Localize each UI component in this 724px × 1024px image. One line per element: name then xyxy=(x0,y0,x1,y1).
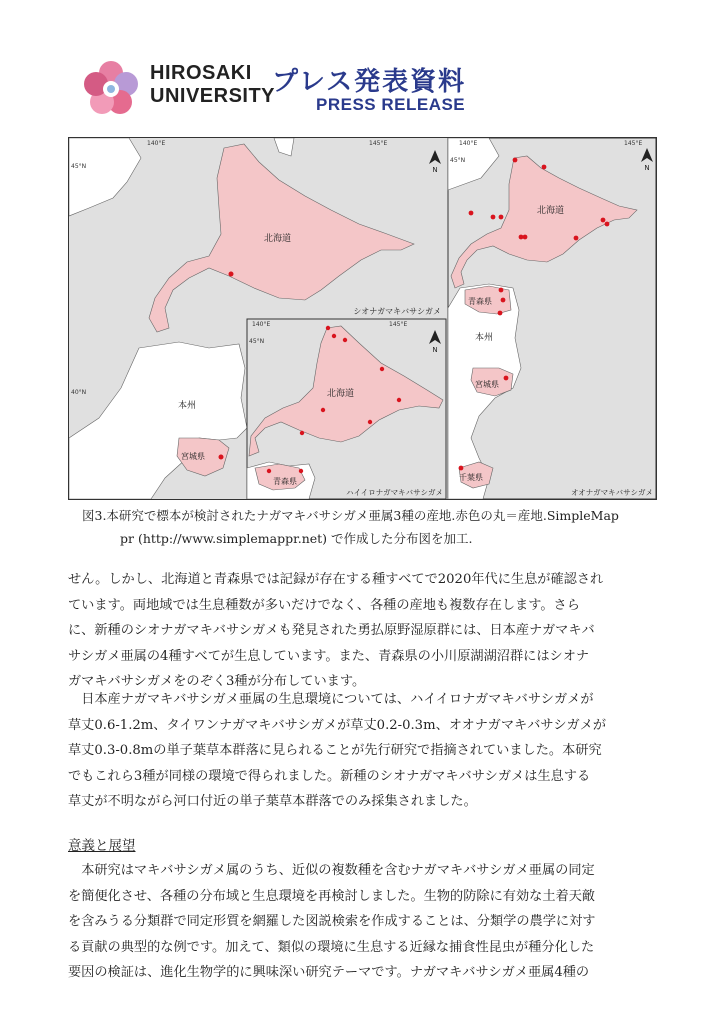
paragraph-significance xyxy=(68,858,658,986)
text-line: サシガメ亜属の4種すべてが生息しています。また、青森県の小川原湖湖沼群にはシオナ xyxy=(68,648,590,664)
locality-dot xyxy=(504,376,509,381)
locality-dot xyxy=(605,222,610,227)
map-panel-inset xyxy=(247,319,446,499)
caption-line: 図3.本研究で標本が検討されたナガマキバサシガメ亜属3種の産地.赤色の丸＝産地.SimpleMap xyxy=(82,508,619,523)
locality-dot xyxy=(499,215,504,220)
caption-line: pr (http://www.simplemappr.net) で作成した分布図を加工. xyxy=(120,531,473,546)
locality-dot xyxy=(229,272,234,277)
text-line: 草丈0.6-1.2m、タイワンナガマキバサシガメが草丈0.2-0.3m、オオナガマキバサシガメが xyxy=(68,717,607,733)
locality-dot xyxy=(332,334,336,338)
locality-dot xyxy=(267,469,271,473)
lat-label: 45°N xyxy=(249,338,265,345)
locality-dot xyxy=(300,431,304,435)
label-honshu: 本州 xyxy=(178,401,197,411)
text-line: 草丈が不明ながら河口付近の単子葉草本群落でのみ採集されました。 xyxy=(68,794,477,809)
map-panel-right xyxy=(448,138,656,499)
text-line: せん。しかし、北海道と青森県では記録が存在する種すべてで2020年代に生息が確認され xyxy=(68,572,604,587)
press-title-jp: プレス発表資料 xyxy=(272,67,467,97)
text-line: に、新種のシオナガマキバサシガメも発見された勇払原野湿原群には、日本産ナガマキバ xyxy=(68,623,595,638)
svg-text:N: N xyxy=(432,346,438,354)
lon-label: 140°E xyxy=(459,140,478,147)
locality-dot xyxy=(499,288,504,293)
section-heading: 意義と展望 xyxy=(68,838,136,854)
label-hokkaido: 北海道 xyxy=(327,389,355,399)
lat-label: 45°N xyxy=(450,157,466,164)
svg-text:N: N xyxy=(644,164,650,172)
label-hokkaido: 北海道 xyxy=(537,206,565,216)
label-aomori: 青森県 xyxy=(468,297,492,306)
paragraph-habitat xyxy=(68,687,658,815)
press-title-en: PRESS RELEASE xyxy=(316,95,466,114)
locality-dot xyxy=(513,158,518,163)
locality-dot xyxy=(574,236,579,241)
text-line: を簡便化させ、各種の分布域と生息環境を再検討しました。生物的防除に有効な土着天敵 xyxy=(68,888,596,904)
lon-label: 145°E xyxy=(369,140,388,147)
label-miyagi: 宮城県 xyxy=(181,452,205,461)
lon-label: 145°E xyxy=(624,140,643,147)
locality-dot xyxy=(397,398,401,402)
press-header xyxy=(80,58,520,122)
university-logo-icon xyxy=(80,58,142,120)
locality-dot xyxy=(219,455,224,460)
label-chiba: 千葉県 xyxy=(459,473,483,482)
locality-dot xyxy=(501,298,506,303)
locality-dot xyxy=(321,408,325,412)
locality-dot xyxy=(380,367,384,371)
paragraph-distribution xyxy=(68,567,658,695)
locality-dot xyxy=(459,466,464,471)
text-line: を含みうる分類群で同定形質を網羅した図説検索を作成することは、分類学の農学に対す xyxy=(68,914,596,929)
species-label: オオナガマキバサシガメ xyxy=(571,488,653,497)
figure-caption xyxy=(82,504,662,550)
text-line: る貢献の典型的な例です。加えて、類似の環境に生息する近縁な捕食性昆虫が種分化した xyxy=(68,939,595,955)
text-line: 草丈0.3-0.8mの単子葉草本群落に見られることが先行研究で指摘されていました。本研究 xyxy=(68,743,602,758)
locality-dot xyxy=(343,338,347,342)
locality-dot xyxy=(368,420,372,424)
label-miyagi: 宮城県 xyxy=(475,380,499,389)
university-name: HIROSAKI UNIVERSITY xyxy=(150,62,276,107)
locality-dot xyxy=(542,165,547,170)
label-honshu: 本州 xyxy=(475,333,494,343)
text-line: 日本産ナガマキバサシガメ亜属の生息環境については、ハイイロナガマキバサシガメが xyxy=(81,692,594,707)
text-line: ガマキバサシガメをのぞく3種が分布しています。 xyxy=(68,674,366,689)
text-line: 本研究はマキバサシガメ属のうち、近似の複数種を含むナガマキバサシガメ亜属の同定 xyxy=(81,863,595,878)
species-label: ハイイロナガマキバサシガメ xyxy=(346,488,443,497)
locality-dot xyxy=(326,326,330,330)
text-line: 要因の検証は、進化生物学的に興味深い研究テーマです。ナガマキバサシガメ亜属4種の xyxy=(68,965,590,980)
lon-label: 140°E xyxy=(252,321,271,328)
locality-dot xyxy=(491,215,496,220)
locality-dot xyxy=(601,218,606,223)
distribution-map-figure xyxy=(68,137,657,500)
text-line: ています。両地域では生息種数が多いだけでなく、各種の産地も複数存在します。さら xyxy=(68,597,580,613)
svg-text:N: N xyxy=(432,166,438,174)
label-hokkaido: 北海道 xyxy=(264,234,292,244)
lon-label: 145°E xyxy=(389,321,408,328)
text-line: でもこれら3種が同様の環境で得られました。新種のシオナガマキバサシガメは生息する xyxy=(68,768,591,784)
locality-dot xyxy=(523,235,528,240)
label-aomori: 青森県 xyxy=(273,477,297,486)
lat-label: 40°N xyxy=(71,389,87,396)
locality-dot xyxy=(299,469,303,473)
species-label: シオナガマキバサシガメ xyxy=(353,307,441,316)
locality-dot xyxy=(498,311,503,316)
lon-label: 140°E xyxy=(147,140,166,147)
lat-label: 45°N xyxy=(71,163,87,170)
locality-dot xyxy=(469,211,474,216)
